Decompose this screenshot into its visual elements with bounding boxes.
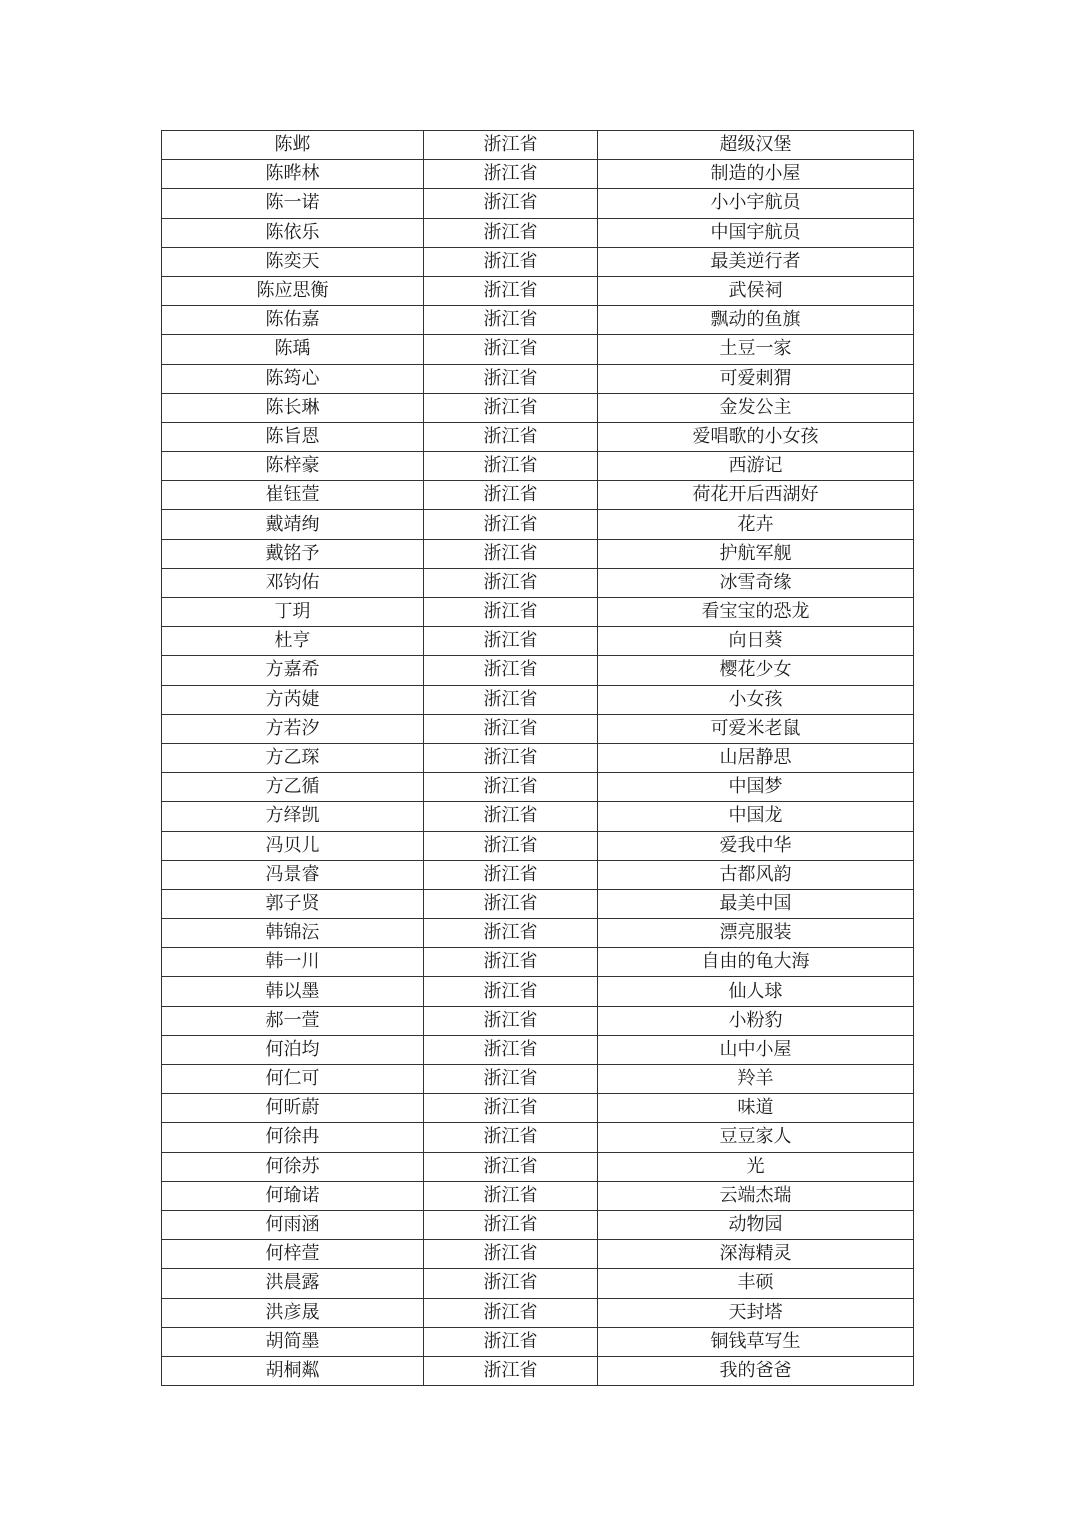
name-cell: 洪彦晟: [162, 1298, 424, 1327]
province-cell: 浙江省: [424, 889, 598, 918]
artwork-title-cell: 金发公主: [598, 393, 914, 422]
province-cell: 浙江省: [424, 1356, 598, 1385]
name-cell: 韩锦沄: [162, 919, 424, 948]
artwork-title-cell: 最美逆行者: [598, 247, 914, 276]
artwork-title-cell: 羚羊: [598, 1065, 914, 1094]
name-cell: 丁玥: [162, 598, 424, 627]
table-row: [162, 773, 914, 802]
name-cell: 方嘉希: [162, 656, 424, 685]
province-cell: 浙江省: [424, 1006, 598, 1035]
province-cell: 浙江省: [424, 539, 598, 568]
province-cell: 浙江省: [424, 452, 598, 481]
province-cell: 浙江省: [424, 1210, 598, 1239]
artwork-title-cell: 武侯祠: [598, 276, 914, 305]
artwork-title-cell: 铜钱草写生: [598, 1327, 914, 1356]
name-cell: 陈瑀: [162, 335, 424, 364]
table-row: [162, 685, 914, 714]
table-row: [162, 1327, 914, 1356]
name-cell: 陈依乐: [162, 218, 424, 247]
name-cell: 陈梓豪: [162, 452, 424, 481]
table-row: [162, 306, 914, 335]
table-row: [162, 656, 914, 685]
name-cell: 杜亨: [162, 627, 424, 656]
table-row: [162, 276, 914, 305]
province-cell: 浙江省: [424, 743, 598, 772]
table-row: [162, 1065, 914, 1094]
artwork-title-cell: 樱花少女: [598, 656, 914, 685]
roster-table: [161, 130, 914, 1386]
artwork-title-cell: 丰硕: [598, 1269, 914, 1298]
artwork-title-cell: 山居静思: [598, 743, 914, 772]
artwork-title-cell: 爱唱歌的小女孩: [598, 422, 914, 451]
province-cell: 浙江省: [424, 860, 598, 889]
province-cell: 浙江省: [424, 1152, 598, 1181]
name-cell: 方绎凯: [162, 802, 424, 831]
table-row: [162, 189, 914, 218]
province-cell: 浙江省: [424, 802, 598, 831]
artwork-title-cell: 小小宇航员: [598, 189, 914, 218]
province-cell: 浙江省: [424, 919, 598, 948]
name-cell: 胡桐粼: [162, 1356, 424, 1385]
province-cell: 浙江省: [424, 1298, 598, 1327]
province-cell: 浙江省: [424, 335, 598, 364]
artwork-title-cell: 最美中国: [598, 889, 914, 918]
table-row: [162, 1298, 914, 1327]
artwork-title-cell: 深海精灵: [598, 1240, 914, 1269]
artwork-title-cell: 古都风韵: [598, 860, 914, 889]
artwork-title-cell: 爱我中华: [598, 831, 914, 860]
table-row: [162, 131, 914, 160]
artwork-title-cell: 冰雪奇缘: [598, 568, 914, 597]
name-cell: 陈应思衡: [162, 276, 424, 305]
roster-table-body: [162, 131, 914, 1386]
artwork-title-cell: 仙人球: [598, 977, 914, 1006]
name-cell: 陈佑嘉: [162, 306, 424, 335]
name-cell: 冯景睿: [162, 860, 424, 889]
name-cell: 方乙循: [162, 773, 424, 802]
document-page: [161, 130, 913, 1386]
table-row: [162, 1356, 914, 1385]
province-cell: 浙江省: [424, 247, 598, 276]
artwork-title-cell: 土豆一家: [598, 335, 914, 364]
province-cell: 浙江省: [424, 510, 598, 539]
table-row: [162, 1035, 914, 1064]
province-cell: 浙江省: [424, 422, 598, 451]
province-cell: 浙江省: [424, 1123, 598, 1152]
province-cell: 浙江省: [424, 1035, 598, 1064]
name-cell: 何雨涵: [162, 1210, 424, 1239]
artwork-title-cell: 飘动的鱼旗: [598, 306, 914, 335]
table-row: [162, 218, 914, 247]
artwork-title-cell: 云端杰瑞: [598, 1181, 914, 1210]
table-row: [162, 627, 914, 656]
artwork-title-cell: 制造的小屋: [598, 160, 914, 189]
name-cell: 何梓萱: [162, 1240, 424, 1269]
name-cell: 何徐冉: [162, 1123, 424, 1152]
province-cell: 浙江省: [424, 1240, 598, 1269]
province-cell: 浙江省: [424, 306, 598, 335]
table-row: [162, 452, 914, 481]
name-cell: 胡简墨: [162, 1327, 424, 1356]
province-cell: 浙江省: [424, 656, 598, 685]
name-cell: 郝一萱: [162, 1006, 424, 1035]
table-row: [162, 1240, 914, 1269]
artwork-title-cell: 超级汉堡: [598, 131, 914, 160]
table-row: [162, 1210, 914, 1239]
table-row: [162, 568, 914, 597]
artwork-title-cell: 动物园: [598, 1210, 914, 1239]
artwork-title-cell: 天封塔: [598, 1298, 914, 1327]
name-cell: 冯贝儿: [162, 831, 424, 860]
artwork-title-cell: 西游记: [598, 452, 914, 481]
artwork-title-cell: 护航军舰: [598, 539, 914, 568]
table-row: [162, 364, 914, 393]
artwork-title-cell: 看宝宝的恐龙: [598, 598, 914, 627]
table-row: [162, 889, 914, 918]
name-cell: 何泊均: [162, 1035, 424, 1064]
province-cell: 浙江省: [424, 1269, 598, 1298]
artwork-title-cell: 中国宇航员: [598, 218, 914, 247]
name-cell: 方芮婕: [162, 685, 424, 714]
name-cell: 洪晨露: [162, 1269, 424, 1298]
artwork-title-cell: 小粉豹: [598, 1006, 914, 1035]
province-cell: 浙江省: [424, 189, 598, 218]
province-cell: 浙江省: [424, 131, 598, 160]
name-cell: 邓钧佑: [162, 568, 424, 597]
name-cell: 何仁可: [162, 1065, 424, 1094]
province-cell: 浙江省: [424, 568, 598, 597]
table-row: [162, 335, 914, 364]
table-row: [162, 1123, 914, 1152]
table-row: [162, 160, 914, 189]
name-cell: 陈晔林: [162, 160, 424, 189]
name-cell: 何瑜诺: [162, 1181, 424, 1210]
name-cell: 何徐苏: [162, 1152, 424, 1181]
table-row: [162, 1152, 914, 1181]
name-cell: 戴铭予: [162, 539, 424, 568]
province-cell: 浙江省: [424, 831, 598, 860]
province-cell: 浙江省: [424, 977, 598, 1006]
artwork-title-cell: 味道: [598, 1094, 914, 1123]
table-row: [162, 743, 914, 772]
table-row: [162, 393, 914, 422]
name-cell: 方若汐: [162, 714, 424, 743]
province-cell: 浙江省: [424, 481, 598, 510]
province-cell: 浙江省: [424, 1065, 598, 1094]
name-cell: 韩一川: [162, 948, 424, 977]
artwork-title-cell: 可爱刺猬: [598, 364, 914, 393]
artwork-title-cell: 向日葵: [598, 627, 914, 656]
table-row: [162, 1181, 914, 1210]
table-row: [162, 247, 914, 276]
name-cell: 崔钰萱: [162, 481, 424, 510]
name-cell: 陈一诺: [162, 189, 424, 218]
table-row: [162, 977, 914, 1006]
province-cell: 浙江省: [424, 364, 598, 393]
artwork-title-cell: 自由的龟大海: [598, 948, 914, 977]
name-cell: 何昕蔚: [162, 1094, 424, 1123]
artwork-title-cell: 豆豆家人: [598, 1123, 914, 1152]
province-cell: 浙江省: [424, 1327, 598, 1356]
name-cell: 郭子贤: [162, 889, 424, 918]
name-cell: 戴靖绚: [162, 510, 424, 539]
province-cell: 浙江省: [424, 393, 598, 422]
name-cell: 陈长琳: [162, 393, 424, 422]
province-cell: 浙江省: [424, 1181, 598, 1210]
table-row: [162, 422, 914, 451]
province-cell: 浙江省: [424, 627, 598, 656]
table-row: [162, 1006, 914, 1035]
province-cell: 浙江省: [424, 685, 598, 714]
province-cell: 浙江省: [424, 1094, 598, 1123]
artwork-title-cell: 荷花开后西湖好: [598, 481, 914, 510]
table-row: [162, 860, 914, 889]
artwork-title-cell: 山中小屋: [598, 1035, 914, 1064]
name-cell: 陈旨恩: [162, 422, 424, 451]
table-row: [162, 539, 914, 568]
artwork-title-cell: 漂亮服装: [598, 919, 914, 948]
province-cell: 浙江省: [424, 714, 598, 743]
name-cell: 陈奕天: [162, 247, 424, 276]
artwork-title-cell: 光: [598, 1152, 914, 1181]
table-row: [162, 1269, 914, 1298]
artwork-title-cell: 花卉: [598, 510, 914, 539]
artwork-title-cell: 中国梦: [598, 773, 914, 802]
name-cell: 韩以墨: [162, 977, 424, 1006]
name-cell: 陈筠心: [162, 364, 424, 393]
table-row: [162, 948, 914, 977]
table-row: [162, 802, 914, 831]
province-cell: 浙江省: [424, 218, 598, 247]
name-cell: 方乙琛: [162, 743, 424, 772]
table-row: [162, 714, 914, 743]
artwork-title-cell: 可爱米老鼠: [598, 714, 914, 743]
province-cell: 浙江省: [424, 276, 598, 305]
name-cell: 陈邺: [162, 131, 424, 160]
province-cell: 浙江省: [424, 160, 598, 189]
table-row: [162, 1094, 914, 1123]
province-cell: 浙江省: [424, 598, 598, 627]
table-row: [162, 598, 914, 627]
table-row: [162, 510, 914, 539]
province-cell: 浙江省: [424, 948, 598, 977]
table-row: [162, 481, 914, 510]
province-cell: 浙江省: [424, 773, 598, 802]
table-row: [162, 919, 914, 948]
table-row: [162, 831, 914, 860]
artwork-title-cell: 小女孩: [598, 685, 914, 714]
artwork-title-cell: 我的爸爸: [598, 1356, 914, 1385]
artwork-title-cell: 中国龙: [598, 802, 914, 831]
